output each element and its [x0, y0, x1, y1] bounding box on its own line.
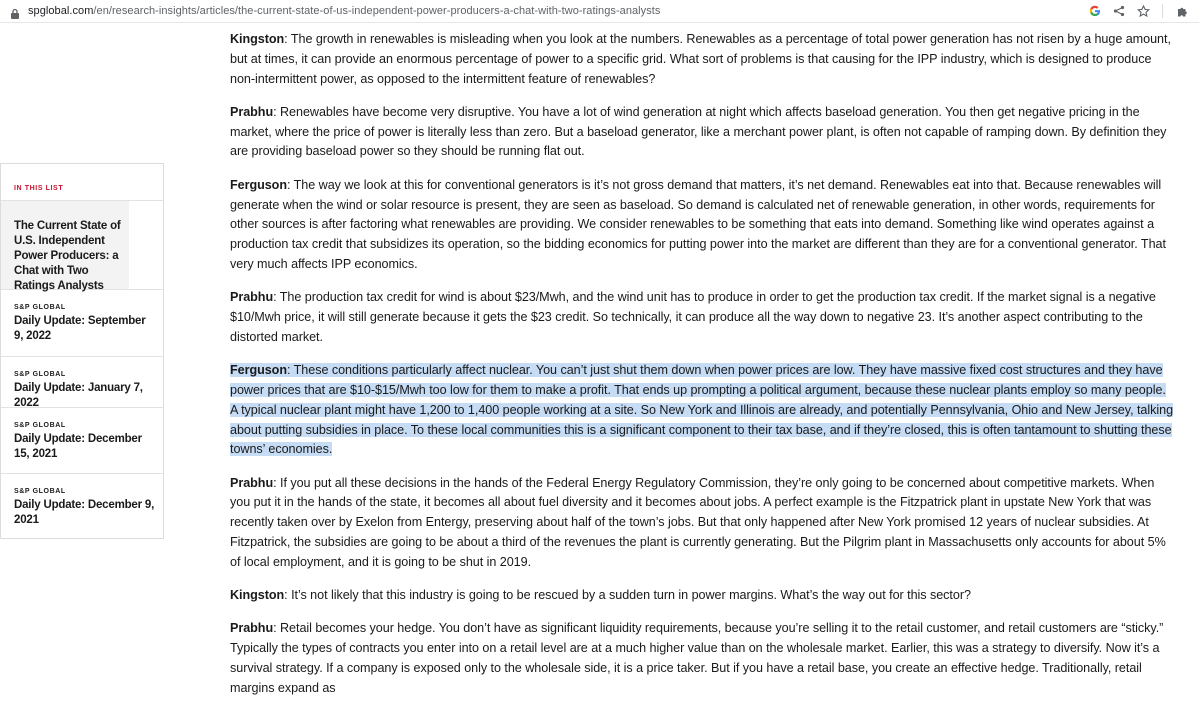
sidebar-item-daily-update-dec-9-2021[interactable]	[1, 474, 163, 538]
extensions-icon[interactable]	[1175, 4, 1189, 18]
interview-paragraph	[230, 103, 1175, 162]
interview-paragraph	[230, 474, 1175, 573]
paragraph-text: : If you put all these decisions in the hands of the Federal Energy Regulatory Commission, they’re only going to be concerned about competitive markets. When you put it in the hands of the state, it becomes all about fuel diversity and it becomes about jobs. A perfect example is the Fitzpatrick plant in upstate New York that was recently taken over by Exelon from Entergy, preserving about half of the town’s jobs. But that only happened after New York promised 12 years of nuclear subsidies. At Fitzpatrick, the subsidies are going to be about a third of the revenues the plant is currently generating. But the Pilgrim plant in Massachusetts only accounts for about 5% of local employment, and it is going to be shut in 2019.	[230, 475, 1166, 569]
sidebar-item-title: Daily Update: January 7, 2022	[14, 382, 143, 409]
sidebar-item-kicker: S&P GLOBAL	[14, 304, 66, 311]
sidebar-item-kicker: S&P GLOBAL	[14, 422, 66, 429]
speaker-name: Prabhu	[230, 104, 274, 119]
sidebar-item-kicker: S&P GLOBAL	[14, 488, 66, 495]
interview-paragraph	[230, 30, 1175, 89]
paragraph-text: : Retail becomes your hedge. You don’t have as significant liquidity requirements, because you’re selling it to the retail customer, and retail customers are “sticky.” Typically the types of contracts you enter into on a retail level are at a much higher value than on the wholesale market. Earlier, this was a strategy to diversify. Now it’s a survival strategy. If a company is exposed only to the wholesale side, it is a price taker. But if you have a retail base, you create an effective hedge. Traditionally, retail margins expand as	[230, 621, 1164, 695]
paragraph-text: : The way we look at this for conventional generators is it’s not gross demand that matters, it’s net demand. Renewables eat into that. Because renewables will generate when the wind or solar resource is present, they are seen as baseload. So demand is calculated net of renewable generation, in other words, requirements for other sources is after factoring what renewables are providing. We consider renewables to be something that eats into demand. Something like wind operates against a production tax credit that subsidizes its operation, so the bidding economics for putting power into the market are different than they are for a conventional generator. That very much affects IPP economics.	[230, 177, 1166, 271]
speaker-name: Ferguson	[230, 177, 287, 192]
paragraph-text: : These conditions particularly affect nuclear. You can’t just shut them down when power prices are low. They have massive fixed cost structures and they have power prices that are $10-$15/Mwh too low for them to make a profit. That ends up prompting a political argument, because these nuclear plants employ so many people. A typical nuclear plant might have 1,200 to 1,400 people working at a site. So New York and Illinois are already, and potentially Pennsylvania, Ohio and New Jersey, talking about putting subsidies in place. To these local communities this is a significant component to their tax base, and if they’re closed, this is often tantamount to shutting these towns’ economies.	[230, 363, 1174, 457]
speaker-name: Kingston	[230, 32, 285, 46]
speaker-name: Prabhu	[230, 475, 274, 490]
sidebar-item-title: The Current State of U.S. Independent Power Producers: a Chat with Two Ratings Analysts	[14, 220, 121, 292]
address-bar[interactable]	[0, 0, 1199, 23]
toolbar-divider	[1162, 4, 1163, 18]
sidebar-item-title: Daily Update: December 9, 2021	[14, 499, 155, 526]
interview-paragraph-selected[interactable]	[230, 361, 1175, 460]
speaker-name: Prabhu	[230, 290, 274, 305]
sidebar-item-title: Daily Update: September 9, 2022	[14, 315, 146, 342]
speaker-name: Kingston	[230, 588, 285, 603]
url-text[interactable]: spglobal.com/en/research-insights/articles/the-current-state-of-us-independent-power-producers-a-chat-with-two-ratings-analysts	[28, 5, 661, 17]
sidebar-item-daily-update-jan-7-2022[interactable]	[1, 357, 163, 408]
speaker-name: Prabhu	[230, 621, 274, 636]
sidebar-item-daily-update-sep-9-2022[interactable]	[1, 290, 163, 357]
sidebar-item-title: Daily Update: December 15, 2021	[14, 433, 142, 460]
bookmark-star-icon[interactable]	[1136, 4, 1150, 18]
google-icon[interactable]	[1088, 4, 1102, 18]
interview-paragraph	[230, 288, 1175, 347]
in-this-list-sidebar	[0, 163, 164, 539]
sidebar-item-daily-update-dec-15-2021[interactable]	[1, 408, 163, 474]
share-icon[interactable]	[1112, 4, 1126, 18]
article-body	[230, 30, 1175, 712]
sidebar-item-active-wrapper	[1, 201, 163, 290]
paragraph-text: : Renewables have become very disruptive. You have a lot of wind generation at night which affects baseload generation. You then get negative pricing in the market, where the price of power is literally less than zero. But a baseload generator, like a merchant power plant, is often not capable of ramping down. By definition they are providing baseload power so they should be running flat out.	[230, 104, 1167, 159]
paragraph-text: : The production tax credit for wind is about $23/Mwh, and the wind unit has to produce in order to get the production tax credit. If the market signal is a negative $10/Mwh price, it will still generate because it gets the $23 credit. So technically, it can produce all the way down to negative 23. It’s another aspect contributing to the distorted market.	[230, 290, 1156, 344]
sidebar-heading-label: IN THIS LIST	[14, 185, 64, 192]
sidebar-item-current-article[interactable]	[1, 201, 129, 292]
paragraph-text: : The growth in renewables is misleading when you look at the numbers. Renewables as a percentage of total power generation has not risen by a huge amount, but at times, it can provide an enormous percentage of power to a specific grid. What sort of problems is that causing for the IPP industry, which is designed to produce non-intermittent power, as opposed to the intermittent feature of renewables?	[230, 32, 1171, 86]
interview-paragraph	[230, 586, 1175, 606]
lock-icon[interactable]	[10, 6, 20, 17]
sidebar-heading	[1, 164, 163, 201]
interview-paragraph	[230, 176, 1175, 275]
paragraph-text: : It’s not likely that this industry is going to be rescued by a sudden turn in power margins. What’s the way out for this sector?	[284, 588, 971, 603]
sidebar-item-kicker: S&P GLOBAL	[14, 371, 66, 378]
speaker-name: Ferguson	[230, 363, 287, 378]
interview-paragraph	[230, 619, 1175, 698]
